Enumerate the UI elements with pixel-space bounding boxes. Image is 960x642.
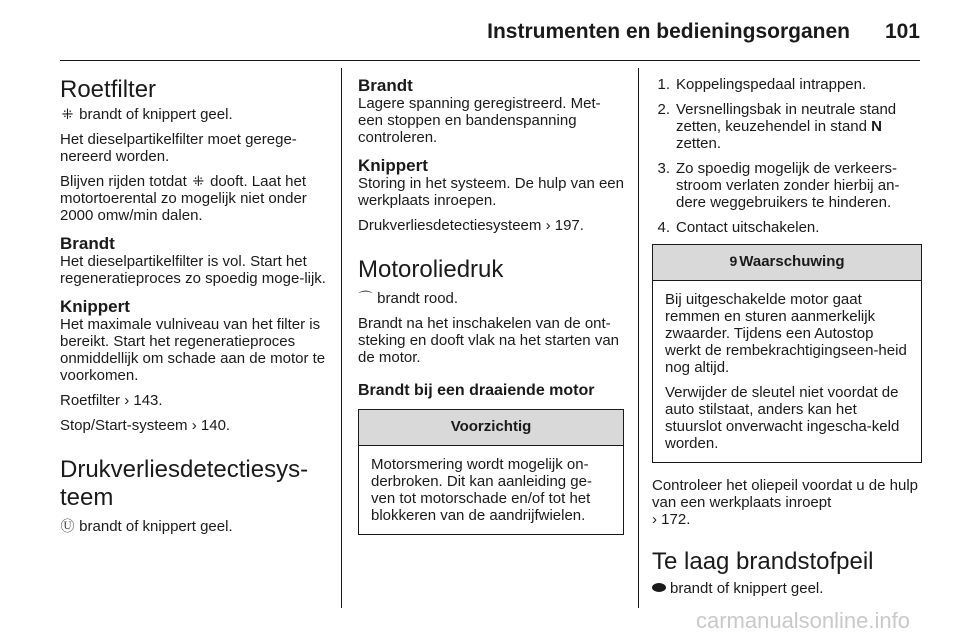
column-divider-2 [638,68,639,608]
warning-text-1: Bij uitgeschakelde motor gaat remmen en sturen aanmerkelijk zwaarder. Tijdens een Autostop werkt de rembekrachtigingseen-heid nog altijd. [665,291,907,376]
roetfilter-status [60,106,326,123]
step-item [652,101,922,152]
column-1 [60,76,326,543]
roetfilter-status-text: brandt of knippert geel. [79,106,233,123]
drukverlies-status-text: brandt of knippert geel. [79,518,233,535]
caution-box-body [359,446,623,534]
oil-check-text [652,477,922,528]
knippert-text: Storing in het systeem. De hulp van een werkplaats inroepen. [358,175,624,209]
tire-pressure-icon: Ⓤ [60,518,75,534]
step-number: 4. [657,219,670,236]
page-number: 101 [884,20,920,43]
header-rule [60,60,920,61]
reference-label: Stop/Start-systeem [60,417,188,434]
page-reference-arrow-icon: › [191,417,197,434]
caution-box-text: Motorsmering wordt mogelijk on-derbroken. Dit kan aanleiding ge-ven tot motorschade en/of tot het blokkeren van de aandrijfwielen. [371,456,592,524]
column-3 [652,76,922,605]
heading-drukverlies: Drukverliesdetectiesys-teem [60,456,309,511]
olie-paragraph: Brandt na het inschakelen van de ont-steking en dooft vlak na het starten van de motor. [358,315,619,366]
heading-draaiende-motor: Brandt bij een draaiende motor [358,382,595,399]
warning-box-body [653,281,921,462]
step-item [652,76,922,93]
oil-can-icon: ⌒ [358,290,373,306]
brandt-text: Lagere spanning geregistreerd. Met-een stoppen en bandenspanning controleren. [358,95,601,146]
step-item [652,219,922,236]
reference-page[interactable]: 172. [661,511,691,528]
step-tail: zetten. [676,135,722,152]
watermark: carmanualsonline.info [695,608,910,633]
roetfilter-p2 [60,173,326,224]
heading-brandstofpeil: Te laag brandstofpeil [652,548,874,575]
reference-page: 140. [200,417,231,434]
soot-filter-icon: ⁜ [192,173,205,189]
oil-check-sentence: Controleer het oliepeil voordat u de hulp van een werkplaats inroept [652,477,919,511]
warning-box [652,244,922,463]
heading-knippert: Knippert [60,297,130,316]
caution-box-title: Voorzichtig [359,410,623,446]
roetfilter-p2b: dooft. Laat het motortoerental zo mogelijk niet onder 2000 omw/min dalen. [60,173,307,224]
column-2 [358,76,624,547]
warning-box-title [653,245,921,281]
drukverlies-status [60,518,326,535]
olie-status-text: brandt rood. [377,290,459,307]
step-item [652,160,922,211]
step-text: Koppelingspedaal intrappen. [676,76,867,93]
column-divider-1 [341,68,342,608]
heading-brandt: Brandt [358,76,413,95]
warning-triangle-icon: 9 [729,253,738,269]
warning-text-2: Verwijder de sleutel niet voordat de auto stilstaat, anders kan het stuurslot onverwacht ingescha-keld worden. [665,384,900,452]
brandstof-status [652,580,922,597]
page-reference-arrow-icon: › [652,511,657,528]
reference-page: 197. [554,217,584,234]
header-title: Instrumenten en bedieningsorganen [487,20,850,43]
brandstof-status-text: brandt of knippert geel. [670,580,824,597]
reference-roetfilter[interactable] [60,392,326,409]
heading-knippert: Knippert [358,156,428,175]
steps-list [652,76,922,236]
step-number: 2. [657,101,670,118]
warning-box-title-text: Waarschuwing [739,253,845,270]
step-number: 3. [657,160,670,177]
reference-label: Roetfilter [60,392,121,409]
reference-drukverlies[interactable] [358,217,624,234]
knippert-text: Het maximale vulniveau van het filter is bereikt. Start het regeneratieproces onmiddellijk om schade aan de motor te voorkomen. [60,316,326,384]
olie-status [358,290,624,307]
step-bold: N [871,118,882,135]
roetfilter-p2a: Blijven rijden totdat [60,173,187,190]
heading-brandt: Brandt [60,234,115,253]
page-header [0,0,960,62]
reference-stopstart[interactable] [60,417,326,434]
step-text: Contact uitschakelen. [676,219,820,236]
roetfilter-p1: Het dieselpartikelfilter moet gerege-nereerd worden. [60,131,297,165]
brandt-text: Het dieselpartikelfilter is vol. Start het regeneratieproces zo spoedig moge-lijk. [60,253,326,287]
reference-page: 143. [133,392,163,409]
soot-filter-icon: ⁜ [61,106,74,122]
step-text: Versnellingsbak in neutrale stand zetten, keuzehendel in stand [676,101,897,135]
heading-roetfilter: Roetfilter [60,76,157,103]
caution-box [358,409,624,535]
reference-label: Drukverliesdetectiesysteem [358,217,542,234]
fuel-level-icon [652,583,666,592]
step-number: 1. [657,76,670,93]
heading-motoroliedruk: Motoroliedruk [358,256,504,283]
page-reference-arrow-icon: › [124,392,130,409]
page-reference-arrow-icon: › [545,217,551,234]
step-text: Zo spoedig mogelijk de verkeers-stroom verlaten zonder hierbij an-dere weggebruikers te hinderen. [676,160,900,211]
